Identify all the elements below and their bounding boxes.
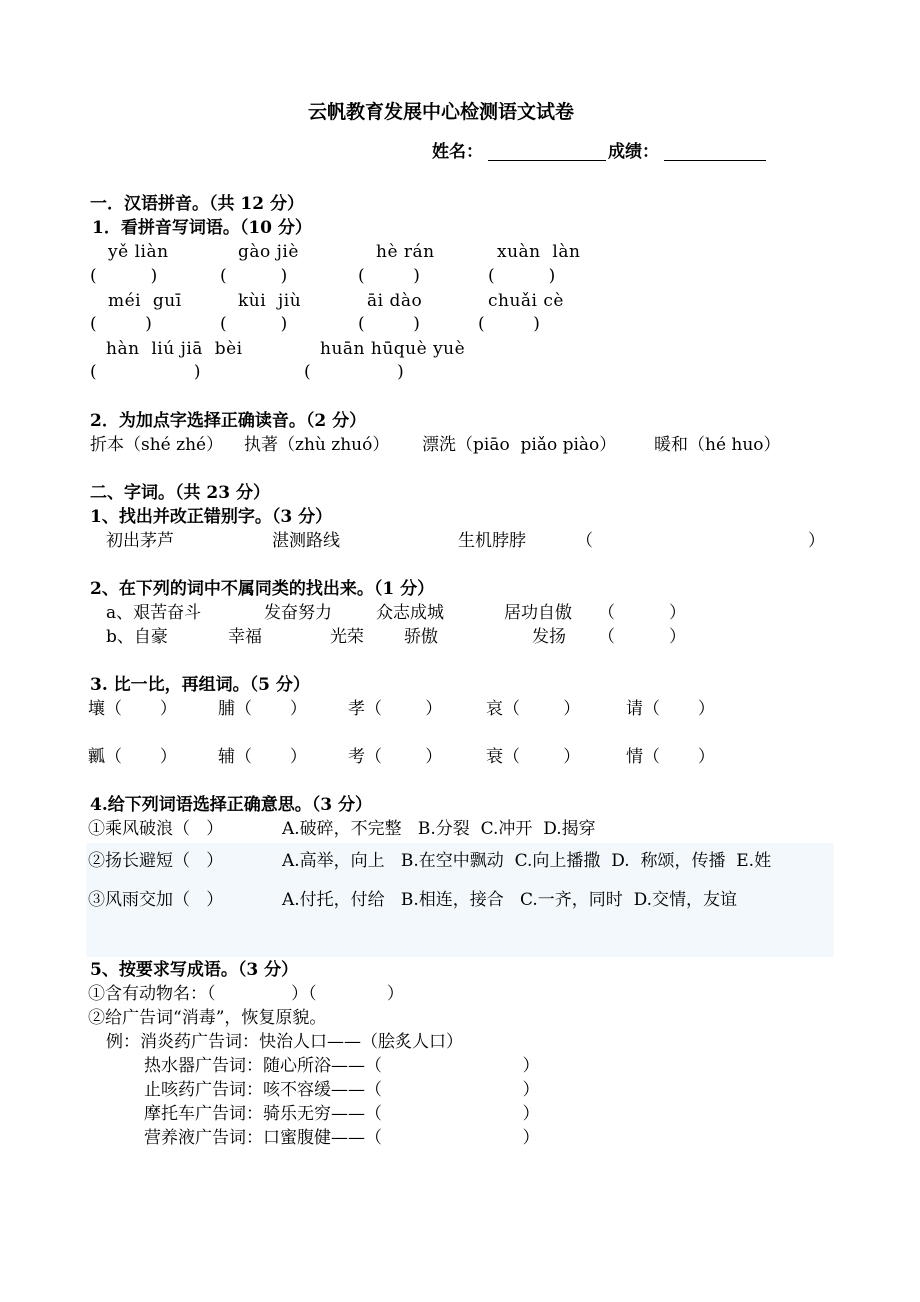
answer-blank[interactable]: ( ) — [488, 266, 556, 286]
idiom-word[interactable]: ①乘风破浪（ ） — [88, 819, 224, 839]
word-option: a、艰苦奋斗 — [106, 603, 202, 623]
pinyin: āi dào — [367, 291, 423, 311]
reading-option: 漂洗（piāo piǎo piào） — [422, 435, 617, 455]
compare-item[interactable]: 壤（ ） — [88, 699, 177, 719]
answer-blank[interactable]: ( ) — [90, 266, 158, 286]
word-option: b、自豪 — [106, 627, 168, 647]
answer-blank[interactable]: ( ) — [90, 314, 152, 334]
compare-item[interactable]: 哀（ ） — [486, 699, 581, 719]
section-2-heading: 二、字词。（共 23 分） — [90, 483, 270, 503]
section-1-heading: 一．汉语拼音。（共 12 分） — [90, 194, 304, 214]
pinyin: huān hūquè yuè — [320, 339, 466, 359]
reading-option: 执著（zhù zhuó） — [244, 435, 390, 455]
ad-row[interactable]: 止咳药广告词：咳不容缓——（ ） — [144, 1080, 540, 1100]
compare-item[interactable]: 辅（ ） — [218, 747, 307, 767]
question-2-1-heading: 1、找出并改正错别字。（3 分） — [90, 507, 333, 527]
wrong-word: 生机脖脖 — [458, 531, 526, 551]
score-field[interactable] — [664, 160, 766, 161]
word-option: 光荣 — [330, 627, 364, 647]
question-1-1-heading: 1．看拼音写词语。（10 分） — [92, 218, 312, 238]
question-2-3-heading: 3. 比一比，再组词。（5 分） — [90, 675, 310, 695]
compare-item[interactable]: 情（ ） — [626, 747, 715, 767]
answer-blank[interactable]: ( ) — [304, 362, 404, 382]
answer-blank[interactable]: ( ) — [478, 314, 540, 334]
wrong-word: 湛测路线 — [272, 531, 340, 551]
answer-blank[interactable]: （ ） — [598, 627, 687, 647]
compare-item[interactable]: 脯（ ） — [218, 699, 307, 719]
question-2-4-heading: 4.给下列词语选择正确意思。（3 分） — [90, 795, 372, 815]
reading-option: 折本（shé zhé） — [90, 435, 224, 455]
question-1-2-heading: 2．为加点字选择正确读音。（2 分） — [90, 411, 367, 431]
ad-row[interactable]: 摩托车广告词：骑乐无穷——（ ） — [144, 1104, 540, 1124]
question-2-2-heading: 2、在下列的词中不属同类的找出来。（1 分） — [90, 579, 435, 599]
compare-item[interactable]: 请（ ） — [626, 699, 715, 719]
pinyin: hè rán — [376, 242, 435, 262]
pinyin: yě liàn — [108, 242, 169, 262]
idiom-word[interactable]: ③风雨交加（ ） — [88, 890, 224, 910]
animal-idioms[interactable]: ①含有动物名：（ ）（ ） — [88, 984, 404, 1004]
idiom-options: A.高举，向上 B.在空中飘动 C.向上播撒 D. 称颂，传播 E.姓 — [282, 851, 772, 871]
pinyin: gào jiè — [238, 242, 299, 262]
word-option: 幸福 — [228, 627, 262, 647]
ad-row[interactable]: 热水器广告词：随心所浴——（ ） — [144, 1056, 540, 1076]
idiom-options: A.付托，付给 B.相连，接合 C.一齐，同时 D.交情，友谊 — [282, 890, 738, 910]
answer-blank[interactable]: ( ) — [220, 314, 288, 334]
ad-row[interactable]: 营养液广告词：口蜜腹健——（ ） — [144, 1128, 540, 1148]
answer-blank[interactable]: ( ) — [358, 266, 420, 286]
score-label: 成绩： — [608, 142, 659, 162]
compare-item[interactable]: 孝（ ） — [348, 699, 443, 719]
question-2-5-heading: 5、按要求写成语。（3 分） — [90, 960, 299, 980]
pinyin: kùi jiù — [238, 291, 302, 311]
answer-blank[interactable]: （ ） — [598, 603, 687, 623]
compare-item[interactable]: 瓤（ ） — [88, 747, 177, 767]
answer-blank[interactable]: ( ) — [220, 266, 288, 286]
word-option: 众志成城 — [376, 603, 444, 623]
answer-blank[interactable]: ( ) — [90, 362, 201, 382]
word-option: 骄傲 — [404, 627, 438, 647]
ad-example: 例：消炎药广告词：快治人口——（脍炙人口） — [106, 1032, 463, 1052]
name-field[interactable] — [488, 160, 606, 161]
pinyin: hàn liú jiā bèi — [106, 339, 243, 359]
pinyin: chuǎi cè — [488, 291, 564, 311]
idiom-word[interactable]: ②扬长避短（ ） — [88, 851, 224, 871]
name-label: 姓名： — [432, 142, 483, 162]
word-option: 发奋努力 — [264, 603, 332, 623]
page-title: 云帆教育发展中心检测语文试卷 — [308, 101, 575, 123]
reading-option: 暖和（hé huo） — [654, 435, 781, 455]
wrong-word: 初出茅芦 — [106, 531, 174, 551]
pinyin: xuàn làn — [497, 242, 581, 262]
compare-item[interactable]: 衰（ ） — [486, 747, 581, 767]
answer-blank-left[interactable]: （ — [576, 531, 593, 551]
word-option: 发扬 — [532, 627, 566, 647]
answer-blank-right[interactable]: ） — [808, 531, 825, 551]
answer-blank[interactable]: ( ) — [358, 314, 420, 334]
idiom-options: A.破碎，不完整 B.分裂 C.冲开 D.揭穿 — [282, 819, 596, 839]
pinyin: méi guī — [108, 291, 182, 311]
ad-instruction: ②给广告词“消毒”，恢复原貌。 — [88, 1008, 327, 1028]
compare-item[interactable]: 考（ ） — [348, 747, 443, 767]
word-option: 居功自傲 — [504, 603, 572, 623]
